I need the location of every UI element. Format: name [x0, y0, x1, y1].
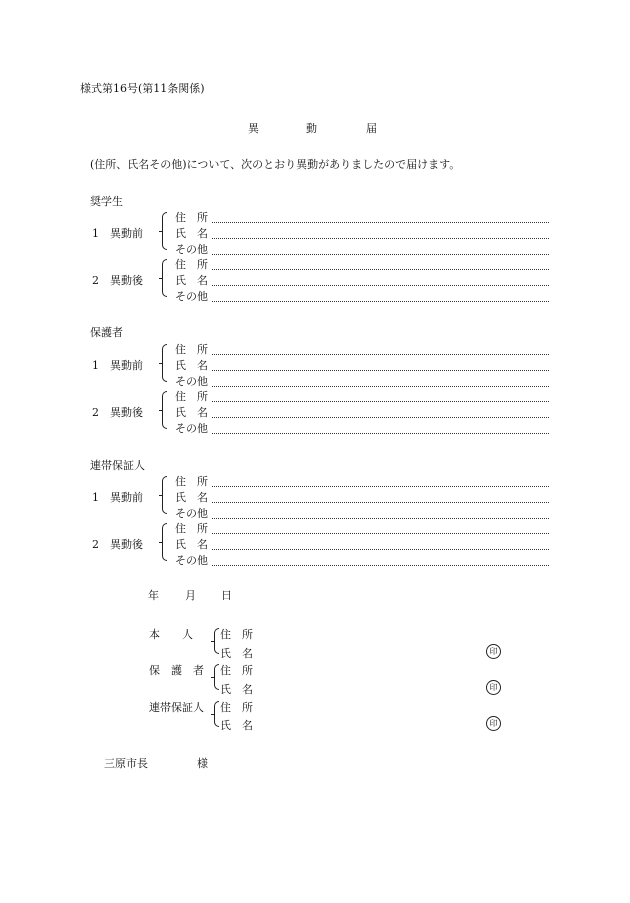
address-line[interactable] [212, 354, 549, 355]
group-label-before: 1 異動前 [92, 227, 143, 240]
group-label-before: 1 異動前 [92, 491, 143, 504]
title-char-1: 異 [248, 122, 259, 135]
field-label-name: 氏 名 [175, 538, 208, 551]
brace [162, 344, 167, 382]
name-line[interactable] [212, 370, 549, 371]
signer-address-label: 住 所 [220, 664, 253, 677]
address-line[interactable] [212, 401, 549, 402]
group-label-after: 2 異動後 [92, 274, 143, 287]
field-label-other: その他 [175, 375, 208, 388]
brace [214, 701, 219, 727]
brace [162, 523, 167, 561]
signer-name-label: 氏 名 [220, 719, 253, 732]
other-line[interactable] [212, 565, 549, 566]
other-line[interactable] [212, 518, 549, 519]
field-label-other: その他 [175, 290, 208, 303]
section-title-guardian: 保護者 [90, 326, 123, 339]
field-label-name: 氏 名 [175, 491, 208, 504]
name-line[interactable] [212, 502, 549, 503]
date-month: 月 [185, 589, 196, 602]
field-label-address: 住 所 [175, 343, 208, 356]
group-label-before: 1 異動前 [92, 359, 143, 372]
section-title-guarantor: 連帯保証人 [90, 459, 145, 472]
group-label-after: 2 異動後 [92, 538, 143, 551]
title-char-2: 動 [306, 122, 317, 135]
brace [162, 259, 167, 297]
field-label-name: 氏 名 [175, 406, 208, 419]
signer-role-guarantor: 連帯保証人 [149, 701, 204, 714]
brace [214, 628, 219, 654]
address-line[interactable] [212, 269, 549, 270]
brace [162, 212, 167, 250]
brace [214, 664, 219, 690]
field-label-other: その他 [175, 422, 208, 435]
brace [162, 476, 167, 514]
field-label-name: 氏 名 [175, 227, 208, 240]
name-line[interactable] [212, 549, 549, 550]
field-label-name: 氏 名 [175, 274, 208, 287]
other-line[interactable] [212, 301, 549, 302]
address-line[interactable] [212, 486, 549, 487]
signer-address-label: 住 所 [220, 701, 253, 714]
signer-role-self: 本 人 [149, 628, 193, 641]
other-line[interactable] [212, 254, 549, 255]
seal-icon: 印 [486, 680, 501, 695]
field-label-address: 住 所 [175, 475, 208, 488]
field-label-address: 住 所 [175, 522, 208, 535]
field-label-address: 住 所 [175, 211, 208, 224]
name-line[interactable] [212, 238, 549, 239]
addressee-mayor: 三原市長 [104, 757, 148, 770]
group-label-after: 2 異動後 [92, 406, 143, 419]
address-line[interactable] [212, 533, 549, 534]
signer-address-label: 住 所 [220, 628, 253, 641]
name-line[interactable] [212, 417, 549, 418]
brace [162, 391, 167, 429]
section-title-student: 奨学生 [90, 195, 123, 208]
addressee-honorific: 様 [197, 757, 208, 770]
seal-icon: 印 [486, 716, 501, 731]
name-line[interactable] [212, 285, 549, 286]
date-year: 年 [148, 589, 159, 602]
form-number: 様式第16号(第11条関係) [80, 82, 205, 95]
title-char-3: 届 [366, 122, 377, 135]
date-day: 日 [221, 589, 232, 602]
seal-icon: 印 [486, 644, 501, 659]
intro-text: (住所、氏名その他)について、次のとおり異動がありましたので届けます。 [90, 158, 461, 171]
address-line[interactable] [212, 222, 549, 223]
field-label-other: その他 [175, 507, 208, 520]
signer-name-label: 氏 名 [220, 683, 253, 696]
field-label-name: 氏 名 [175, 359, 208, 372]
signer-name-label: 氏 名 [220, 647, 253, 660]
field-label-address: 住 所 [175, 390, 208, 403]
field-label-address: 住 所 [175, 258, 208, 271]
field-label-other: その他 [175, 554, 208, 567]
field-label-other: その他 [175, 243, 208, 256]
other-line[interactable] [212, 433, 549, 434]
signer-role-guardian: 保 護 者 [149, 664, 204, 677]
other-line[interactable] [212, 386, 549, 387]
